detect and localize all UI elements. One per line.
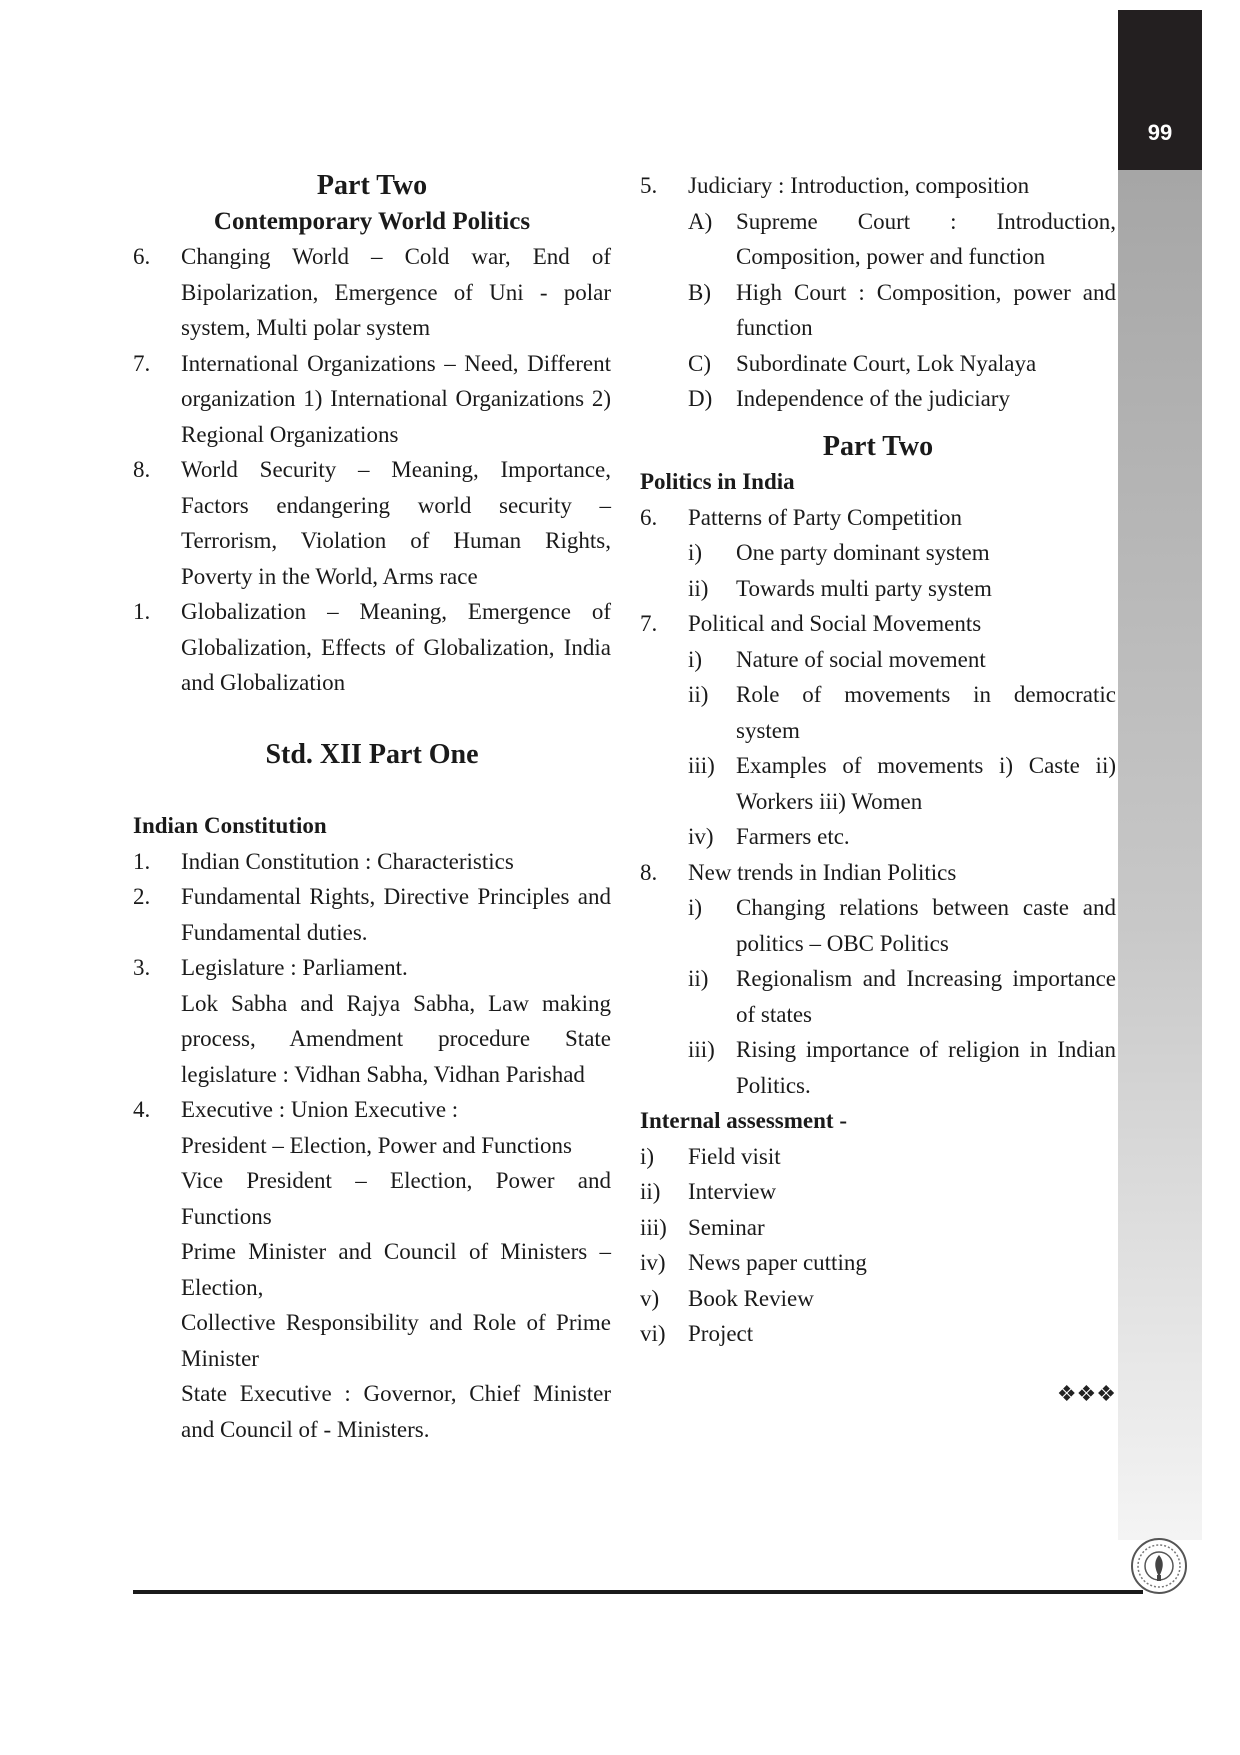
list-item — [133, 844, 611, 880]
item-number: 7. — [640, 611, 658, 636]
sub-text: Role of movements in democratic system — [736, 682, 1116, 743]
sub-text: Changing relations between caste and politics – OBC Politics — [736, 895, 1116, 956]
sub-label: ii) — [688, 966, 709, 991]
list-item — [133, 452, 611, 594]
item-text: Patterns of Party Competition — [688, 504, 963, 530]
item-number: ii) — [640, 1179, 661, 1204]
item-number: vi) — [640, 1321, 666, 1346]
sub-label: iv) — [688, 824, 714, 849]
list-item — [640, 1245, 1116, 1281]
contemporary-world-politics-heading: Contemporary World Politics — [213, 207, 531, 235]
sub-text: Regionalism and Increasing importance of states — [736, 966, 1116, 1027]
list-item — [640, 1174, 1116, 1210]
sub-text: Farmers etc. — [736, 824, 850, 849]
list-item — [133, 239, 611, 346]
sub-text: One party dominant system — [736, 540, 990, 565]
sub-item — [640, 1032, 1116, 1103]
item-continuation: State Executive : Governor, Chief Minister and Council of - Ministers. — [181, 1381, 611, 1442]
indian-constitution-heading: Indian Constitution — [133, 813, 327, 838]
item-number: iii) — [640, 1214, 667, 1240]
item-text: Project — [688, 1321, 754, 1346]
sub-text: Supreme Court : Introduction, Composition, power and function — [736, 208, 1116, 269]
item-continuation: Prime Minister and Council of Ministers – Election, — [181, 1239, 611, 1300]
list-item — [640, 1316, 1116, 1352]
item-number: 7. — [133, 350, 151, 376]
page-number: 99 — [1147, 120, 1173, 145]
sub-item — [640, 571, 1116, 607]
sub-item — [640, 961, 1116, 1032]
sub-label: iii) — [688, 753, 715, 778]
part-two-heading: Part Two — [316, 170, 428, 201]
list-item — [133, 346, 611, 453]
sub-text: High Court : Composition, power and function — [736, 279, 1116, 340]
list-item — [133, 594, 611, 701]
sub-text: Nature of social movement — [736, 646, 986, 672]
item-number: 5. — [640, 173, 658, 198]
sub-item — [640, 819, 1116, 855]
sub-text: Towards multi party system — [736, 575, 992, 601]
list-item — [640, 168, 1116, 204]
sub-label: D) — [688, 386, 713, 411]
item-number: 4. — [133, 1097, 151, 1122]
spacer — [133, 772, 611, 808]
list-item — [133, 879, 611, 950]
sub-label: C) — [688, 350, 711, 376]
sub-item — [640, 535, 1116, 571]
sub-label: A) — [688, 208, 713, 234]
list-item — [133, 950, 611, 986]
sub-text: Rising importance of religion in Indian Politics. — [736, 1037, 1116, 1098]
item-number: 1. — [133, 848, 151, 874]
item-continuation: President – Election, Power and Functions — [181, 1132, 572, 1158]
item-number: 3. — [133, 955, 151, 980]
list-item — [640, 855, 1116, 891]
sub-item — [640, 381, 1116, 417]
item-text: Field visit — [688, 1143, 781, 1169]
sub-item — [640, 677, 1116, 748]
item-text: Executive : Union Executive : — [181, 1097, 459, 1122]
list-item — [640, 500, 1116, 536]
item-text: New trends in Indian Politics — [688, 859, 957, 885]
sub-item — [640, 275, 1116, 346]
item-continuation: Lok Sabha and Rajya Sabha, Law making process, Amendment procedure State legislature : Vidhan Sabha, Vidhan Parishad — [181, 990, 611, 1087]
sub-label: ii) — [688, 682, 709, 707]
list-item — [640, 606, 1116, 642]
item-text: Book Review — [688, 1285, 814, 1311]
std-xii-heading: Std. XII Part One — [265, 738, 479, 770]
item-text: Judiciary : Introduction, composition — [688, 173, 1030, 198]
item-text: News paper cutting — [688, 1250, 867, 1275]
sub-item — [640, 204, 1116, 275]
item-text: Fundamental Rights, Directive Principles and Fundamental duties. — [181, 884, 611, 945]
right-column — [640, 168, 1116, 1411]
item-number: iv) — [640, 1250, 666, 1275]
item-text: Indian Constitution : Characteristics — [181, 848, 514, 874]
side-gradient-bar — [1118, 170, 1202, 1540]
politics-in-india-heading: Politics in India — [640, 469, 795, 494]
item-text: Seminar — [688, 1214, 765, 1240]
spacer — [640, 417, 1116, 429]
item-text: World Security – Meaning, Importance, Factors endangering world security – Terrorism, Violation of Human Rights, Poverty in the World, Arms race — [181, 457, 611, 589]
item-number: v) — [640, 1285, 660, 1311]
sub-label: ii) — [688, 575, 709, 601]
sub-label: iii) — [688, 1037, 715, 1062]
sub-text: Independence of the judiciary — [736, 386, 1010, 411]
list-item — [133, 1092, 611, 1128]
internal-assessment-heading: Internal assessment - — [640, 1108, 847, 1133]
sub-item — [640, 748, 1116, 819]
item-number: 8. — [640, 859, 658, 885]
sub-label: i) — [688, 646, 703, 672]
sub-item — [640, 346, 1116, 382]
footer-rule — [133, 1590, 1143, 1594]
item-number: 1. — [133, 599, 151, 624]
item-number: 6. — [133, 244, 151, 269]
spacer — [133, 701, 611, 737]
sub-label: i) — [688, 895, 703, 920]
item-continuation: Vice President – Election, Power and Functions — [181, 1168, 611, 1229]
end-ornament: ❖❖❖ — [1056, 1380, 1116, 1406]
item-number: 2. — [133, 884, 151, 909]
sub-text: Examples of movements i) Caste ii) Workers iii) Women — [736, 753, 1116, 814]
item-number: i) — [640, 1143, 655, 1169]
item-text: Political and Social Movements — [688, 611, 982, 636]
sub-text: Subordinate Court, Lok Nyalaya — [736, 350, 1037, 376]
item-text: Globalization – Meaning, Emergence of Globalization, Effects of Globalization, India and Globalization — [181, 599, 611, 695]
list-item — [640, 1210, 1116, 1246]
item-number: 8. — [133, 457, 151, 482]
list-item — [640, 1139, 1116, 1175]
sub-item — [640, 890, 1116, 961]
list-item — [640, 1281, 1116, 1317]
emblem-seal-icon — [1130, 1537, 1188, 1595]
item-number: 6. — [640, 504, 658, 530]
item-text: Interview — [688, 1179, 777, 1204]
item-text: Changing World – Cold war, End of Bipolarization, Emergence of Uni - polar system, Multi polar system — [181, 244, 611, 340]
left-column — [133, 168, 611, 1447]
page-number-tab — [1118, 10, 1202, 170]
sub-label: B) — [688, 279, 711, 305]
sub-label: i) — [688, 540, 703, 565]
part-two-heading-right: Part Two — [822, 430, 934, 462]
item-continuation: Collective Responsibility and Role of Prime Minister — [181, 1310, 611, 1371]
sub-item — [640, 642, 1116, 678]
item-text: International Organizations – Need, Different organization 1) International Organizations 2) Regional Organizations — [181, 350, 611, 447]
item-text: Legislature : Parliament. — [181, 955, 408, 980]
